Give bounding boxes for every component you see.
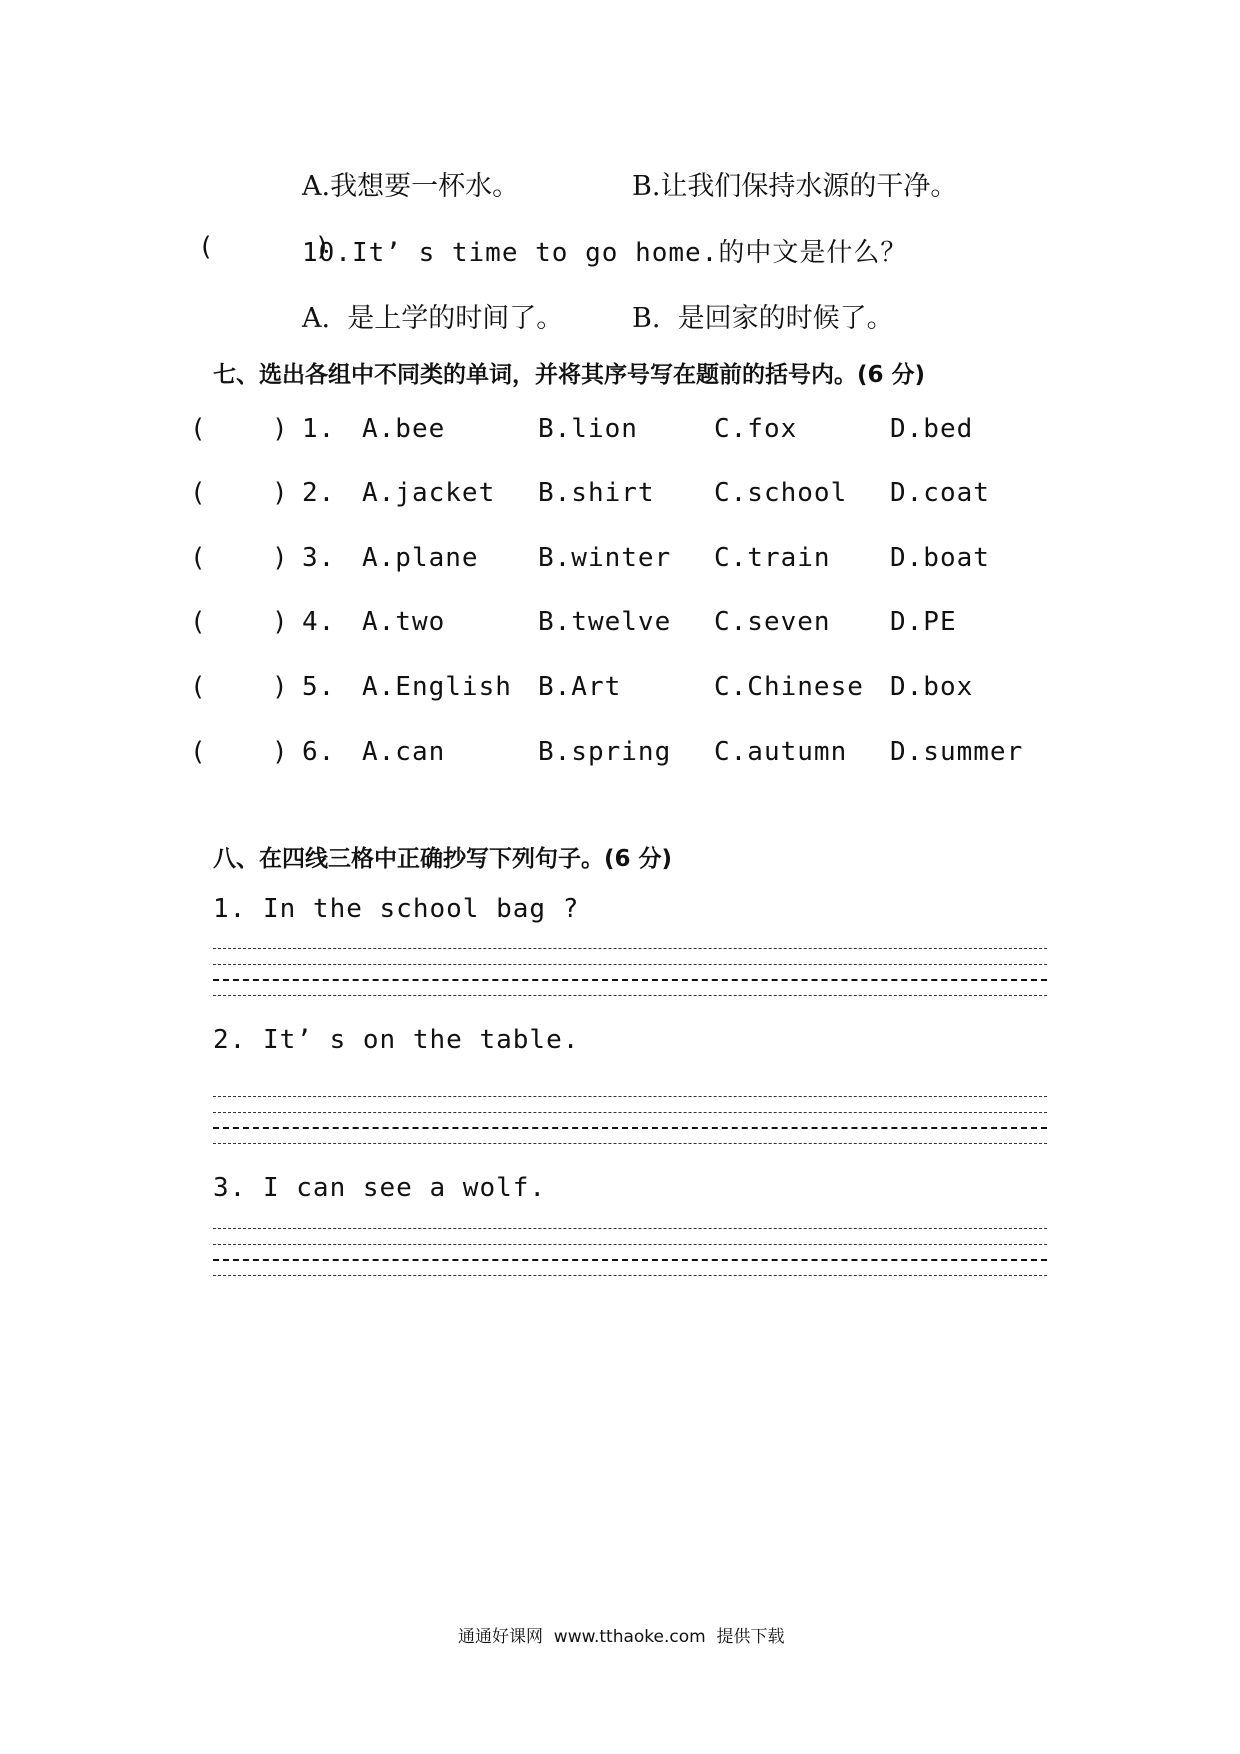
option-c: C.train (714, 543, 831, 573)
answer-bracket-open[interactable]: ( (190, 478, 207, 508)
answer-bracket-open[interactable]: ( (190, 414, 207, 444)
answer-bracket-open[interactable]: ( (190, 737, 207, 767)
option-c: C.Chinese (714, 672, 864, 702)
answer-bracket-open[interactable]: ( (190, 543, 207, 573)
four-line-grid-1[interactable] (213, 948, 1047, 1000)
four-line-grid-2[interactable] (213, 1096, 1047, 1148)
option-d: D.summer (890, 737, 1024, 767)
question-number: 4. (302, 607, 336, 637)
q9-option-a: A.我想要一杯水。 (302, 171, 520, 202)
answer-bracket-open[interactable]: ( (190, 607, 207, 637)
option-c: C.school (714, 478, 848, 508)
q9-option-b: B.让我们保持水源的干净。 (632, 171, 958, 202)
answer-bracket-close: ) (272, 478, 289, 508)
copy-sentence-3: 3. I can see a wolf. (213, 1173, 547, 1203)
option-b: B.winter (538, 543, 672, 573)
question-number: 6. (302, 737, 336, 767)
option-c: C.fox (714, 414, 798, 444)
option-b: B.spring (538, 737, 672, 767)
option-b: B.shirt (538, 478, 655, 508)
option-a: A.two (362, 607, 446, 637)
answer-bracket-close: ) (272, 672, 289, 702)
question-row-5 (0, 672, 1240, 712)
answer-bracket-close: ) (272, 607, 289, 637)
option-d: D.boat (890, 543, 990, 573)
question-row-3 (0, 543, 1240, 583)
question-row-4 (0, 607, 1240, 647)
section7-heading: 七、选出各组中不同类的单词，并将其序号写在题前的括号内。(6 分) (213, 362, 926, 388)
question-number: 1. (302, 414, 336, 444)
answer-bracket-close: ) (272, 414, 289, 444)
option-a: A.bee (362, 414, 446, 444)
option-d: D.bed (890, 414, 974, 444)
question-number: 5. (302, 672, 336, 702)
question-row-1 (0, 414, 1240, 454)
option-d: D.box (890, 672, 974, 702)
option-c: C.autumn (714, 737, 848, 767)
option-b: B.twelve (538, 607, 672, 637)
copy-sentence-1: 1. In the school bag ? (213, 894, 580, 924)
q10-option-b: B. 是回家的时候了。 (632, 303, 894, 334)
option-a: A.can (362, 737, 446, 767)
option-c: C.seven (714, 607, 831, 637)
option-b: B.Art (538, 672, 622, 702)
option-a: A.jacket (362, 478, 496, 508)
copy-sentence-2: 2. It’ s on the table. (213, 1025, 580, 1055)
option-d: D.PE (890, 607, 957, 637)
question-number: 2. (302, 478, 336, 508)
four-line-grid-3[interactable] (213, 1228, 1047, 1280)
question-row-2 (0, 478, 1240, 518)
question-number: 3. (302, 543, 336, 573)
answer-bracket-close: ) (272, 737, 289, 767)
question-row-6 (0, 737, 1240, 777)
q10-question: 10.It’ s time to go home.的中文是什么？ (302, 238, 908, 268)
answer-bracket-open[interactable]: ( (190, 672, 207, 702)
option-a: A.English (362, 672, 512, 702)
option-d: D.coat (890, 478, 990, 508)
answer-bracket-close: ) (272, 543, 289, 573)
q10-answer-bracket[interactable]: ( ) (198, 232, 332, 262)
section8-heading: 八、在四线三格中正确抄写下列句子。(6 分) (213, 846, 673, 872)
footer-source: 通通好课网 www.tthaoke.com 提供下载 (458, 1627, 785, 1647)
option-a: A.plane (362, 543, 479, 573)
q10-option-a: A. 是上学的时间了。 (302, 303, 564, 334)
option-b: B.lion (538, 414, 638, 444)
